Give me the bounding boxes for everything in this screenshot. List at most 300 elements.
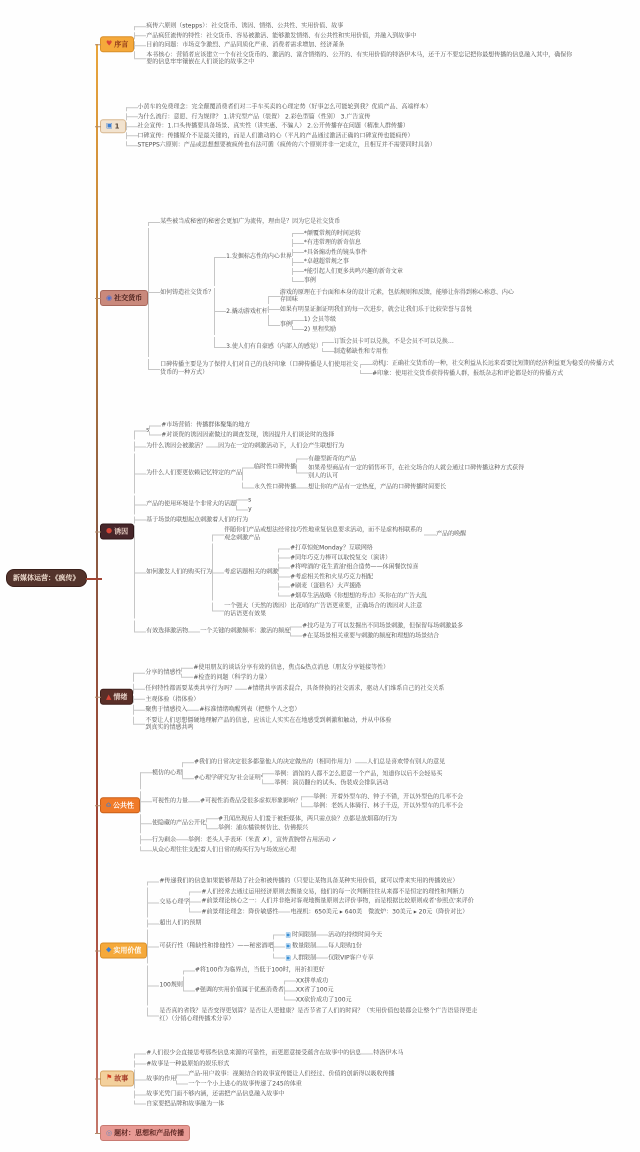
topic-label[interactable]: #同年巧克力棒可以取悦复交（演讲）: [290, 554, 392, 561]
gem-icon: ◆: [106, 945, 112, 954]
topic-label[interactable]: 任何特性都需要某类共享行为吗？: [145, 684, 236, 692]
topic: [181, 664, 389, 672]
topic-label[interactable]: 因为在一定的刺激活动下，人们会产生联想行为: [218, 442, 345, 450]
topic-label[interactable]: #考虑相关性和火星巧克力相配: [290, 573, 374, 580]
topic-label[interactable]: #将啤酒的'花生黄油'组合造势——休闲餐饮惊喜: [290, 563, 419, 571]
topic-children: [148, 217, 614, 379]
topic: [214, 229, 515, 286]
topic: [148, 359, 614, 378]
clip-icon: ◎: [106, 1128, 113, 1137]
topic: [126, 122, 436, 130]
topic-label[interactable]: 产品的使用环境是个非常大的话题: [146, 500, 237, 508]
branch-chapter-1: [100, 102, 436, 150]
topic-children: [189, 887, 473, 918]
topic: [147, 878, 489, 886]
topic: [262, 779, 442, 787]
topic: [273, 953, 382, 963]
topic-label[interactable]: 一个一个小上进心的故事传递了245的体重: [188, 1080, 302, 1087]
topic-label[interactable]: 永久性口碑传播: [254, 483, 297, 491]
topic-children: [296, 454, 528, 481]
topic: [148, 228, 614, 358]
topic-label[interactable]: 为什么流行：意愿、行为规律？ 1.讲究型产品（装置） 2.彩色型篇（性别） 3.广告宣传: [137, 112, 371, 120]
topic-children: [296, 483, 446, 493]
topic-label[interactable]: *具备煽动性的镜头事件: [303, 248, 367, 256]
topic: [126, 113, 436, 121]
topic: [176, 1071, 394, 1079]
topic: [134, 41, 576, 49]
topic-label[interactable]: 订饭会员卡可以兑换，不是会员不可以兑换…: [333, 338, 454, 345]
topic: [189, 888, 473, 896]
topic-children: [134, 420, 528, 643]
topic: [133, 716, 444, 731]
branch-triggers: [100, 420, 528, 643]
topic: [292, 326, 336, 334]
topic: [147, 920, 489, 928]
branch-label: 故事: [114, 1074, 129, 1082]
topic-children: [188, 621, 463, 642]
topic-label[interactable]: 特洛伊木马: [373, 1049, 404, 1057]
topic: [212, 527, 466, 542]
topic-label[interactable]: STEPPS六原则：产品或思想想要被疯传也有法可循（疯传的六个原则并非一定成立，且相互并不需要同时具备）: [137, 141, 436, 149]
topic-label[interactable]: XX砍价成功了100元: [295, 996, 352, 1003]
topic: [134, 1070, 403, 1089]
topic-children: [176, 835, 337, 845]
topic: [273, 942, 382, 952]
topic-label[interactable]: ▣数量限制: [285, 942, 317, 950]
topic-label[interactable]: 本书核心：营销者应该建立一个有社交货币的、激活的、富含情绪的、公开的、有实用价值的特洛伊木马，还千万不要忘记把你最想传播的信息融入其中，确保你要的信息牢牢镶嵌在人们谈论的故事之中: [146, 50, 573, 66]
topic: [182, 769, 445, 788]
branch-label: 公共性: [113, 801, 135, 809]
topic: [206, 815, 397, 823]
topic: [189, 907, 473, 917]
topic-label[interactable]: #可视性消费品受很多虚拟形象影响？: [200, 797, 302, 805]
topic: [268, 306, 515, 314]
branch-node-theme[interactable]: [100, 1125, 190, 1141]
topic-children: [360, 359, 614, 378]
topic-label[interactable]: 某些被当成秘密的秘密会更加广为流传，理由是？因为它是社交货币: [160, 218, 341, 225]
topic: [424, 530, 466, 538]
topic-label[interactable]: 目前的问题：市场竞争激烈、产品同质化严重、消费者需求增加、经济萧条: [146, 41, 345, 49]
topic: [236, 496, 252, 504]
topic-label[interactable]: 故事的作用: [146, 1075, 177, 1083]
branch-node-triggers[interactable]: [100, 523, 134, 539]
topic-label[interactable]: 从众心理往往支配着人们日常的购买行为与场效应心理: [152, 846, 297, 854]
topic: [140, 846, 463, 854]
topic-label[interactable]: 如何激发人们的购买行为: [146, 568, 213, 576]
topic-label[interactable]: 如何铸造社交货币？: [160, 288, 215, 296]
topic-label[interactable]: 想让你的产品有一定热度，产品的口碑传播时间要长: [308, 483, 447, 491]
topic-children: [316, 930, 382, 940]
topic-label[interactable]: *颠覆常规的时间运转: [303, 229, 361, 237]
branch-node-chapter-1[interactable]: [100, 119, 126, 133]
monitor-icon: ▣: [106, 121, 113, 130]
topic-children: [278, 544, 427, 601]
branch-node-practical-value[interactable]: [100, 942, 147, 958]
topic: [214, 288, 515, 336]
topic-label[interactable]: 可视性的力量: [152, 797, 189, 805]
topic-children: [316, 942, 362, 952]
branch-label: 实用价值: [113, 946, 142, 954]
topic-label[interactable]: 一个关键的刺激频率：激活的频度: [200, 627, 291, 635]
topic-label[interactable]: 行为剩余: [152, 835, 177, 843]
topic-children: [187, 705, 300, 715]
topic-label[interactable]: 不要让人们思想僵硬地理解产品的信息，应该让人实实在在地感受到刺激和触动，并从中体验到真实的情感共鸣: [145, 716, 392, 731]
topic-label[interactable]: 举例：酒馆的人都不怎么愿意一个产品，知道你以后不会轻易买: [274, 769, 443, 777]
topic-label[interactable]: ▣时间限制: [285, 931, 317, 938]
topic-label[interactable]: 人们总是喜欢带有别人的意见: [367, 758, 446, 766]
topic-label[interactable]: #将100作为临界点，当低于100时，用折扣更好: [194, 966, 325, 974]
topic: [235, 685, 444, 693]
topic-children: [322, 337, 454, 356]
topic-label[interactable]: 举例：演员翻台的试头、伪装成会排队活动: [274, 779, 389, 787]
topic-children: [149, 421, 334, 440]
topic: [147, 966, 489, 1006]
topic-children: [212, 526, 466, 619]
topic: [242, 483, 528, 493]
topic-children: [181, 663, 389, 682]
topic-label[interactable]: #使用朋友的谈话分享有效的信息，焦点&热点消息（朋友分享链接等性）: [193, 663, 390, 671]
topic-label[interactable]: 举例：老头人手表环（米黄 ✗），宣传黄腕带占用活动 ✓: [188, 835, 337, 843]
topic-label[interactable]: #刷麦（蛋糕名）大声援路: [290, 582, 362, 590]
topic-children: [214, 228, 515, 358]
topic-label[interactable]: #我们的日常决定很多都靠他人的决定做出的（相同作用力）: [194, 758, 356, 766]
topic: [140, 814, 463, 833]
topic-children: [301, 792, 463, 811]
topic: [182, 757, 445, 767]
topic-label[interactable]: *能引起人们更多共鸣兴趣的新奇文章: [303, 267, 403, 275]
topic-label[interactable]: 举例：老妈人体骑行、林子千迈，开以外型车的几率不会: [313, 802, 464, 810]
topic-label[interactable]: 分享的情感性: [145, 668, 182, 676]
topic: [284, 977, 352, 985]
branch-practical-value: [100, 877, 489, 1024]
topic: [284, 987, 352, 995]
topic-children: [134, 1048, 403, 1109]
branch-node-social-currency[interactable]: [100, 290, 148, 306]
branch-node-public[interactable]: [100, 797, 140, 813]
spark-icon: ▲: [106, 692, 112, 701]
topic: [189, 898, 473, 906]
topic: [292, 277, 403, 285]
topic: [355, 758, 445, 766]
topic: [322, 338, 454, 346]
topic-label[interactable]: 疯传六原则（stepps）：社交货币、诱因、情绪、公共性、实用价值、故事: [146, 22, 344, 30]
topic: [140, 835, 463, 845]
topic-label[interactable]: #人们很少会直接思考那些信息来源的可靠性，而更愿意接受蕴含在故事中的信息: [146, 1049, 362, 1057]
topic-children: [236, 495, 252, 514]
topic-label[interactable]: #对谈资的诱因因素做过的调查发现，诱因提升人们谈论时的选择: [161, 431, 335, 438]
topic-label[interactable]: 制造稀缺性和专用性: [333, 347, 388, 355]
topic: [126, 103, 436, 111]
topic: [134, 442, 528, 452]
topic: [292, 268, 403, 276]
box-icon: ▣: [285, 942, 292, 950]
topic-label[interactable]: 一个强大（天然的诱因）比花哨的广告语更重要，正确场合的诱因对人注意的话语更有效果: [224, 602, 423, 617]
topic: [214, 337, 515, 356]
topic: [268, 289, 515, 304]
topic: [147, 1008, 489, 1023]
topic-label[interactable]: 临时性口碑传播: [254, 463, 297, 471]
branch-public: [100, 755, 463, 855]
topic: [126, 141, 436, 149]
topic-children: [133, 662, 444, 733]
topic-children: [424, 529, 466, 539]
topic: [147, 887, 489, 918]
topic-label[interactable]: 3.使人们有自豪感（内部人的感觉）: [226, 342, 322, 350]
topic-label[interactable]: #检查的问题（科学的力量）: [193, 673, 271, 681]
topic: [296, 455, 528, 463]
topic: [126, 132, 436, 140]
topic-children: [134, 21, 576, 67]
topic-label[interactable]: #印象：使用社交货币获得传播人群，报纸杂志和评论都是好的传播方式: [372, 369, 564, 377]
topic-label[interactable]: #丑闻出现后人们羞于被拒媒体，两只需点验？点都是放烟幕的行为: [218, 814, 398, 822]
branch-label: 序言: [114, 40, 129, 48]
topic-label[interactable]: XX拼单成功: [295, 977, 329, 984]
topic-children: [290, 622, 463, 641]
branch-label: 诱因: [114, 527, 129, 535]
topic: [149, 422, 334, 430]
topic: [361, 1050, 403, 1058]
topic: [206, 824, 397, 832]
topic-label[interactable]: 为什么人们要更依赖记忆特定的产品: [146, 469, 243, 477]
topic: [134, 1100, 403, 1108]
topic-label[interactable]: 产品疯狂流传的特性：社交货币、容易被激活、能够激发情绪、有公共性和实用价值，并融入到故事中: [146, 31, 417, 39]
topic: [134, 22, 576, 30]
topic-children: [361, 1049, 403, 1059]
topic-children: [206, 814, 397, 833]
topic: [134, 495, 528, 514]
branch-node-story[interactable]: [100, 1070, 134, 1086]
topic-label[interactable]: 是否真的省钱？是否变得更划算？是否让人更健康？是否节省了人们的时间？（实用价值包装都会让整个广告语显得更走红）（分销心理传播术分享）: [159, 1007, 478, 1022]
topic-label[interactable]: 1.发掘标志性的内心世界: [226, 253, 292, 261]
topic-label[interactable]: 交易心理学: [159, 898, 190, 906]
branch-label: 社交货币: [114, 294, 143, 302]
topic-children: [140, 755, 463, 855]
topic: [134, 51, 576, 66]
topic-label[interactable]: #故事是一种最原始的娱乐形式: [146, 1060, 230, 1067]
topic-label[interactable]: #情绪共享需求混合，具备替换的社交需求，驱动人们维系自己的社交关系: [247, 684, 445, 692]
topic: [316, 931, 382, 939]
topic-label[interactable]: 举例：开着外型车的、钟子不错，开以外型色的几率不会: [313, 792, 464, 800]
topic-label[interactable]: 模仿的心理: [152, 768, 183, 776]
topic: [292, 316, 336, 324]
topic-label[interactable]: #烟草生活战略《你想想的寿击》买你在的广告大乱: [290, 592, 428, 599]
topic: [290, 623, 463, 631]
topic-label[interactable]: 事例: [303, 277, 316, 284]
topic-label[interactable]: 如果希望商品有一定的销售环节，在社交场合的人就会通过口碑传播这种方式获得别人的认可: [308, 464, 525, 479]
topic-label[interactable]: #传递我们的信息如果能够帮助了社会和被传播的（只要让某物具备某种实用价值，就可以带来实用的传播效应）: [159, 877, 459, 885]
topic-label[interactable]: *有违常理的新奇信息: [303, 239, 361, 246]
topic-label[interactable]: 小黄车的免费理念：完全颠覆消费者们对二手车买卖的心理定势（好事怎么可能轮到我？优质产品、高端样本）: [137, 103, 432, 111]
topic: [278, 545, 427, 553]
topic-label[interactable]: 举例：浦东橘铁树仿比、仿佛振兴: [218, 824, 309, 832]
topic-label[interactable]: 可获行性（稀缺性和排他性）——秘密酒吧: [159, 942, 274, 950]
topic: [134, 32, 576, 40]
topic-label[interactable]: 故事光凭门面不够内涵，还需把产品信息融入故事中: [146, 1090, 285, 1098]
topic-label[interactable]: #强调的实用价值属于优惠消费者: [194, 986, 284, 994]
topic: [360, 360, 614, 368]
topic-label[interactable]: XX省了100元: [295, 986, 334, 994]
branch-emotion: [100, 662, 444, 733]
topic-label[interactable]: 考虑话题相关的刺激: [224, 568, 279, 576]
topic-label[interactable]: 基于场景的联想起点刺激着人们的行为: [146, 516, 249, 523]
topic: [133, 695, 444, 703]
topic-label[interactable]: 100规则: [159, 981, 183, 989]
topic: [188, 622, 463, 641]
topic-label[interactable]: 口碑传播主要是为了保持人们对自己的良好印象（口碑传播是人们使用社交货币的一种方式）: [160, 361, 359, 376]
topic-label[interactable]: 产品的唤醒: [436, 530, 467, 538]
topic-label[interactable]: 伴随你们产品或想法经常技巧性地重复信息要求活动，而不是虚构相联系的观念刺激产品: [224, 526, 423, 541]
root-node[interactable]: [6, 569, 87, 587]
topic-label[interactable]: *卓越超常规之事: [303, 258, 349, 265]
heart-icon: ♥: [106, 39, 113, 48]
branch-label: 1: [114, 122, 120, 130]
topic: [301, 793, 463, 801]
topic: [134, 1049, 403, 1059]
topic-children: [176, 1070, 394, 1089]
topic-label[interactable]: 有效选择激活物: [146, 627, 189, 635]
topic: [292, 239, 403, 247]
branch-label: 情绪: [113, 693, 128, 701]
topic: [134, 1091, 403, 1099]
topic-label[interactable]: ▣人群限制: [285, 954, 317, 961]
topic-label[interactable]: 使隐藏的产品公开化: [152, 819, 207, 827]
topic-label[interactable]: 超出人们的预期: [159, 919, 202, 927]
topic: [133, 684, 444, 694]
topic-label[interactable]: #打草惊蛇Monday？互联网络: [290, 544, 373, 552]
topic-label[interactable]: #前景理论核心之一：人们并非绝对客观地衡量原则去评价事物，而是根据比较原则或者'参照点'来评价: [201, 897, 474, 905]
topic: [278, 583, 427, 591]
dot-icon: ●: [106, 526, 113, 535]
topic: [148, 218, 614, 226]
topic: [290, 632, 463, 640]
topic: [183, 967, 352, 975]
topic: [278, 908, 468, 916]
topic-children: [292, 315, 336, 334]
topic: [140, 791, 463, 812]
topic-label[interactable]: 主观体验（指体验）: [145, 695, 200, 703]
topic: [284, 996, 352, 1004]
topic: [176, 1080, 394, 1088]
topic-label[interactable]: 口碑宣传：传播媒介不是最关键的，而是人们激动的心（平凡的产品通过激活正确的口碑宣传也能疯传）: [137, 131, 414, 139]
clock-icon: ▣: [285, 931, 292, 938]
topic: [181, 673, 389, 681]
topic: [292, 230, 403, 238]
topic-label[interactable]: 自家要把品牌和故事融为一体: [146, 1100, 225, 1107]
topic-label[interactable]: 有趣型新奇的产品: [308, 455, 357, 462]
topic: [149, 431, 334, 439]
topic: [236, 506, 252, 514]
topic: [183, 976, 352, 1005]
topic-children: [292, 229, 403, 286]
topic-children: [147, 877, 489, 1024]
topic-children: [316, 953, 374, 963]
branch-story: [100, 1048, 403, 1109]
topic: [278, 564, 427, 572]
branch-node-emotion[interactable]: [100, 689, 133, 705]
thumbs-up-icon: ◉: [106, 293, 113, 302]
branch-social-currency: [100, 217, 614, 379]
topic-label[interactable]: 电视机：650美元 ▸ 640美 微波炉：30美元 ▸ 20元（降价对比）: [290, 908, 469, 915]
topic-children: [206, 442, 344, 452]
topic-label[interactable]: 1) 会员等级: [303, 316, 336, 323]
topic-label[interactable]: 产品-用户故事：视频结合的故事宣传能让人们经过、价值的创新得以吸收传播: [188, 1070, 395, 1078]
topic-label[interactable]: #前景理论理念：降价敏感性: [201, 908, 279, 915]
topic-label[interactable]: 社会宣传：1.口头传播要具备场景、真实性（讲实惠、不骗人） 2.公开传播存在问题（精准人群传播）: [137, 122, 409, 130]
topic: [147, 929, 489, 964]
topic: [134, 621, 528, 642]
topic-label[interactable]: #人们经常去通过运用经济原则去衡量交易，他们的每一次判断往往从来都不是恒定的理性和判断力: [201, 888, 465, 895]
topic: [262, 770, 442, 778]
topic-children: [284, 976, 352, 1005]
topic: [140, 756, 463, 789]
topic: [301, 802, 463, 810]
topic: [134, 516, 528, 524]
topic: [176, 836, 337, 844]
topic: [268, 315, 515, 334]
topic: [278, 592, 427, 600]
topic-label[interactable]: #技巧是为了可以发掘出不同场景刺激，但保留每场刺激最多: [302, 622, 464, 630]
topic: [296, 484, 446, 492]
topic-children: [262, 769, 442, 788]
topic: [188, 792, 463, 811]
branch-preface: [100, 21, 576, 67]
topic-label[interactable]: 仅限VIP客户专享: [328, 954, 374, 961]
topic-label[interactable]: #心理学研究为'社会证明': [194, 774, 263, 782]
topic-label[interactable]: s: [146, 426, 150, 434]
house-icon: ⌂: [106, 800, 112, 809]
branch-node-preface[interactable]: [100, 36, 134, 52]
topic-label[interactable]: 动机J：正确社交货币的一种，社交利益从长远来看要比短期的经济利益更为稳妥的传播方式: [372, 360, 614, 367]
topic: [134, 1060, 403, 1068]
branch-label: 题材：思想和产品传播: [114, 1129, 185, 1137]
person-icon: ▣: [285, 954, 292, 961]
topic-children: [278, 907, 468, 917]
topic-label[interactable]: 聚焦于情感投入: [145, 705, 188, 713]
topic-label[interactable]: y: [248, 505, 252, 513]
topic-label[interactable]: 事例: [279, 320, 292, 328]
topic: [206, 443, 344, 451]
topic-label[interactable]: s: [248, 496, 252, 503]
topic: [187, 706, 300, 714]
topic: [273, 930, 382, 940]
topic-children: [235, 684, 444, 694]
topic: [212, 603, 466, 618]
topic-children: [242, 453, 528, 493]
topic-label[interactable]: #市场营销：传播群体聚集的地方: [161, 421, 251, 429]
topic: [316, 943, 362, 951]
topic-label[interactable]: #在某场景相关重要与刺激的频度和理想的场景结合: [302, 632, 440, 639]
topic-label[interactable]: 活动的持续时间今天: [328, 931, 383, 938]
topic: [134, 526, 528, 619]
topic-label[interactable]: 如果有明显证据证明我们的每一次进步，就会让我们乐于比较荣誉与喜悦: [279, 305, 472, 313]
topic-label[interactable]: 2.撬动游戏杠杆: [226, 307, 268, 315]
topic: [292, 249, 403, 257]
topic-children: [355, 757, 445, 767]
topic: [292, 258, 403, 266]
topic-label[interactable]: 为什么诱因会被激活？: [146, 442, 207, 450]
topic-label[interactable]: 2) 里程奖励: [303, 325, 336, 333]
branch-theme: [100, 1125, 190, 1141]
topic: [242, 454, 528, 481]
topic-label[interactable]: #标准情绪唤醒列表（把整个人之恋）: [199, 705, 301, 713]
topic: [133, 705, 444, 715]
spine-connector: [96, 44, 98, 1133]
topic: [322, 348, 454, 356]
topic: [316, 954, 374, 962]
topic: [133, 663, 444, 682]
topic-label[interactable]: 每人限购1份: [328, 942, 362, 950]
topic-label[interactable]: 游戏的原理在于台面和本身的设计元素，包括规则和反馈，能够让你得到称心称意、内心存回味: [279, 288, 514, 303]
